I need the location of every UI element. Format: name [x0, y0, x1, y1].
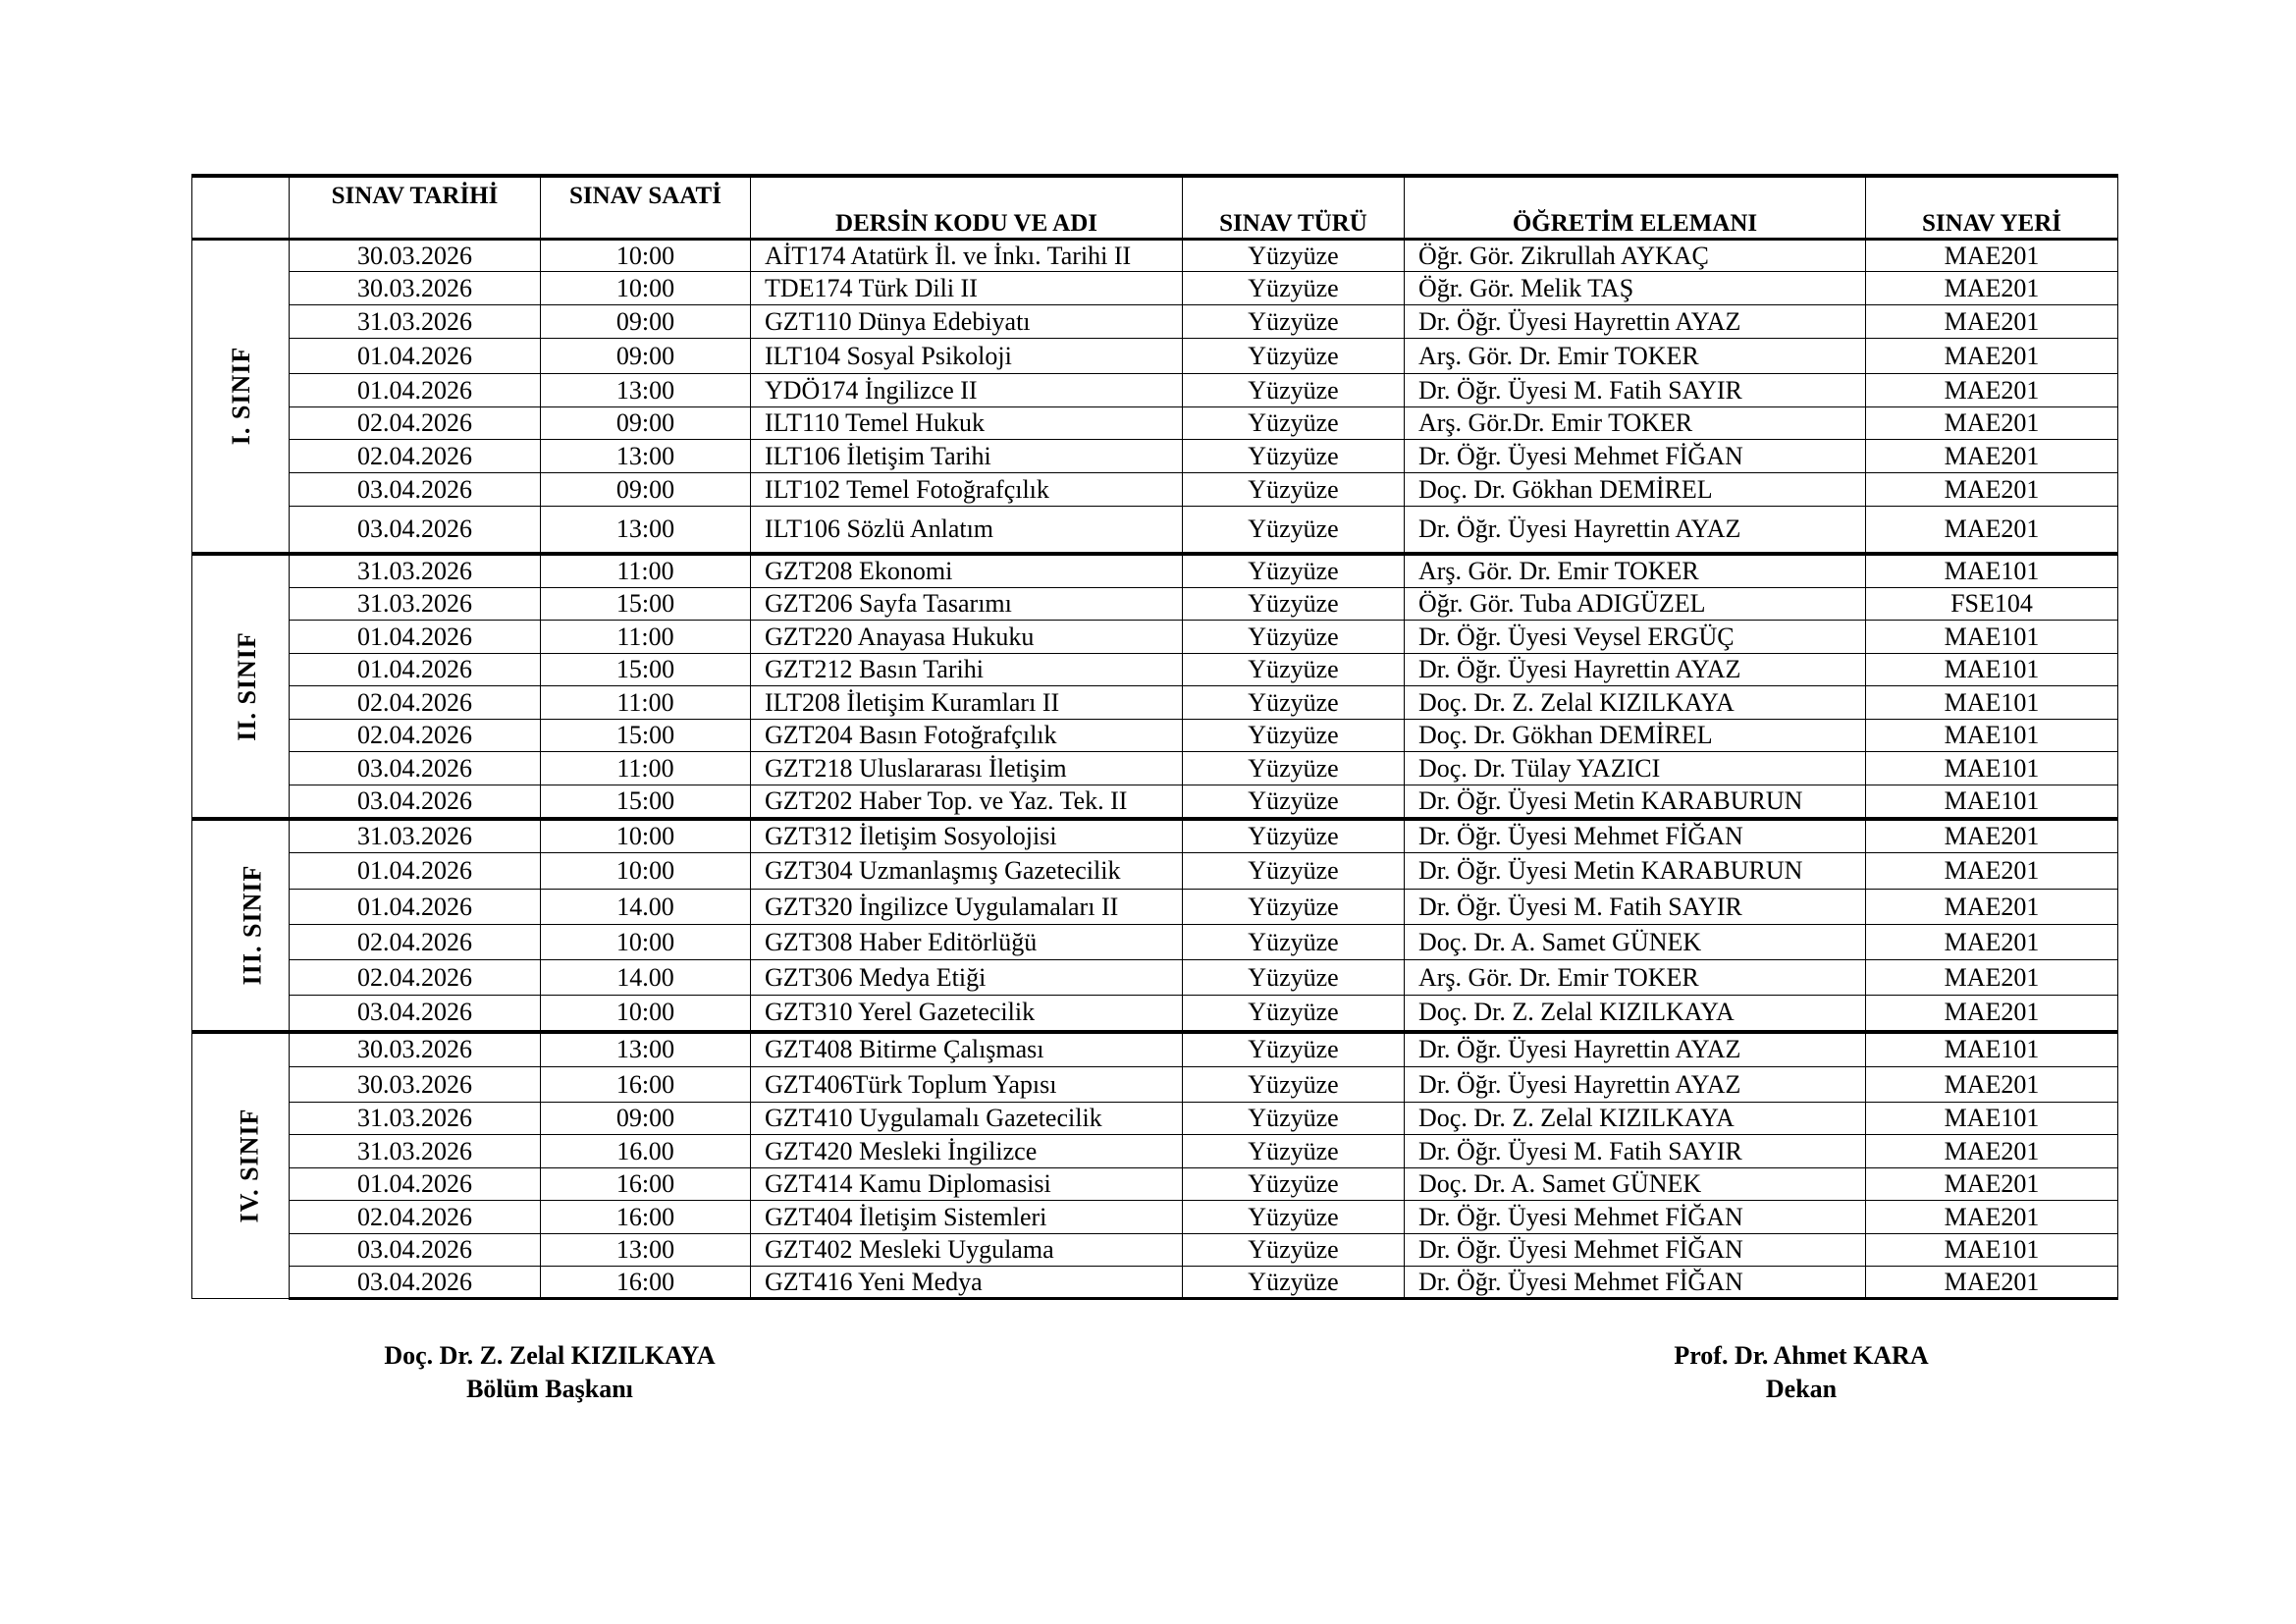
course-cell: ILT102 Temel Fotoğrafçılık: [751, 473, 1183, 507]
course-cell: AİT174 Atatürk İl. ve İnkı. Tarihi II: [751, 240, 1183, 272]
type-cell: Yüzyüze: [1183, 473, 1405, 507]
table-row: [192, 925, 2118, 960]
time-cell: 15:00: [541, 720, 751, 752]
course-cell: GZT206 Sayfa Tasarımı: [751, 588, 1183, 621]
lecturer-cell: Dr. Öğr. Üyesi Hayrettin AYAZ: [1405, 654, 1866, 686]
lecturer-cell: Dr. Öğr. Üyesi Mehmet FİĞAN: [1405, 1234, 1866, 1267]
type-cell: Yüzyüze: [1183, 960, 1405, 996]
table-row: [192, 240, 2118, 272]
time-cell: 13:00: [541, 507, 751, 554]
lecturer-cell: Arş. Gör. Dr. Emir TOKER: [1405, 339, 1866, 374]
type-cell: Yüzyüze: [1183, 305, 1405, 339]
signature-name: Doç. Dr. Z. Zelal KIZILKAYA: [384, 1341, 716, 1370]
course-cell: GZT312 İletişim Sosyolojisi: [751, 819, 1183, 853]
course-cell: YDÖ174 İngilizce II: [751, 374, 1183, 407]
room-cell: MAE201: [1866, 272, 2118, 305]
type-cell: Yüzyüze: [1183, 819, 1405, 853]
lecturer-cell: Dr. Öğr. Üyesi M. Fatih SAYIR: [1405, 1135, 1866, 1168]
room-cell: MAE101: [1866, 785, 2118, 819]
room-cell: MAE201: [1866, 853, 2118, 890]
table-row: [192, 890, 2118, 925]
course-cell: GZT416 Yeni Medya: [751, 1267, 1183, 1299]
room-cell: MAE201: [1866, 339, 2118, 374]
year-label-text: I. SINIF: [227, 347, 256, 446]
room-cell: MAE101: [1866, 1032, 2118, 1067]
type-cell: Yüzyüze: [1183, 853, 1405, 890]
time-cell: 13:00: [541, 1234, 751, 1267]
header-date: SINAV TARİHİ: [290, 176, 541, 240]
table-row: [192, 752, 2118, 785]
table-row: [192, 473, 2118, 507]
type-cell: Yüzyüze: [1183, 720, 1405, 752]
date-cell: 01.04.2026: [290, 654, 541, 686]
table-row: [192, 654, 2118, 686]
time-cell: 10:00: [541, 240, 751, 272]
table-row: [192, 686, 2118, 720]
room-cell: MAE201: [1866, 407, 2118, 440]
course-cell: GZT402 Mesleki Uygulama: [751, 1234, 1183, 1267]
date-cell: 31.03.2026: [290, 819, 541, 853]
room-cell: MAE201: [1866, 819, 2118, 853]
course-cell: GZT204 Basın Fotoğrafçılık: [751, 720, 1183, 752]
date-cell: 03.04.2026: [290, 785, 541, 819]
course-cell: GZT420 Mesleki İngilizce: [751, 1135, 1183, 1168]
date-cell: 02.04.2026: [290, 1201, 541, 1234]
room-cell: MAE201: [1866, 440, 2118, 473]
type-cell: Yüzyüze: [1183, 654, 1405, 686]
type-cell: Yüzyüze: [1183, 1201, 1405, 1234]
date-cell: 02.04.2026: [290, 440, 541, 473]
date-cell: 31.03.2026: [290, 554, 541, 588]
year-group-label: [192, 819, 290, 1032]
table-row: [192, 785, 2118, 819]
type-cell: Yüzyüze: [1183, 407, 1405, 440]
room-cell: MAE101: [1866, 1234, 2118, 1267]
header-time: SINAV SAATİ: [541, 176, 751, 240]
table-row: [192, 507, 2118, 554]
room-cell: MAE101: [1866, 621, 2118, 654]
header-lecturer: ÖĞRETİM ELEMANI: [1405, 176, 1866, 240]
course-cell: GZT220 Anayasa Hukuku: [751, 621, 1183, 654]
time-cell: 11:00: [541, 686, 751, 720]
lecturer-cell: Arş. Gör.Dr. Emir TOKER: [1405, 407, 1866, 440]
table-row: [192, 440, 2118, 473]
lecturer-cell: Dr. Öğr. Üyesi Hayrettin AYAZ: [1405, 1032, 1866, 1067]
time-cell: 10:00: [541, 853, 751, 890]
date-cell: 31.03.2026: [290, 588, 541, 621]
type-cell: Yüzyüze: [1183, 374, 1405, 407]
signature-dean: [1605, 1339, 1998, 1406]
course-cell: GZT406Türk Toplum Yapısı: [751, 1067, 1183, 1103]
lecturer-cell: Dr. Öğr. Üyesi Mehmet FİĞAN: [1405, 1201, 1866, 1234]
signature-name: Prof. Dr. Ahmet KARA: [1674, 1341, 1929, 1370]
time-cell: 16:00: [541, 1168, 751, 1201]
room-cell: MAE201: [1866, 1267, 2118, 1299]
time-cell: 10:00: [541, 819, 751, 853]
table-row: [192, 1267, 2118, 1299]
lecturer-cell: Doç. Dr. A. Samet GÜNEK: [1405, 925, 1866, 960]
table-row: [192, 407, 2118, 440]
lecturer-cell: Doç. Dr. Gökhan DEMİREL: [1405, 720, 1866, 752]
course-cell: TDE174 Türk Dili II: [751, 272, 1183, 305]
room-cell: MAE201: [1866, 374, 2118, 407]
time-cell: 16:00: [541, 1201, 751, 1234]
exam-schedule-table: [191, 174, 2118, 1300]
room-cell: MAE201: [1866, 890, 2118, 925]
type-cell: Yüzyüze: [1183, 752, 1405, 785]
year-group-label: [192, 554, 290, 819]
type-cell: Yüzyüze: [1183, 507, 1405, 554]
date-cell: 31.03.2026: [290, 305, 541, 339]
time-cell: 13:00: [541, 440, 751, 473]
date-cell: 31.03.2026: [290, 1135, 541, 1168]
date-cell: 30.03.2026: [290, 1067, 541, 1103]
type-cell: Yüzyüze: [1183, 686, 1405, 720]
date-cell: 03.04.2026: [290, 1267, 541, 1299]
room-cell: MAE101: [1866, 654, 2118, 686]
table-row: [192, 554, 2118, 588]
header-room: SINAV YERİ: [1866, 176, 2118, 240]
time-cell: 10:00: [541, 996, 751, 1032]
room-cell: MAE201: [1866, 1201, 2118, 1234]
date-cell: 02.04.2026: [290, 686, 541, 720]
lecturer-cell: Doç. Dr. Tülay YAZICI: [1405, 752, 1866, 785]
course-cell: GZT202 Haber Top. ve Yaz. Tek. II: [751, 785, 1183, 819]
time-cell: 09:00: [541, 305, 751, 339]
time-cell: 14.00: [541, 890, 751, 925]
lecturer-cell: Dr. Öğr. Üyesi Hayrettin AYAZ: [1405, 1067, 1866, 1103]
type-cell: Yüzyüze: [1183, 588, 1405, 621]
room-cell: MAE201: [1866, 1168, 2118, 1201]
date-cell: 01.04.2026: [290, 339, 541, 374]
room-cell: MAE101: [1866, 720, 2118, 752]
course-cell: GZT404 İletişim Sistemleri: [751, 1201, 1183, 1234]
room-cell: MAE101: [1866, 1103, 2118, 1135]
date-cell: 02.04.2026: [290, 960, 541, 996]
course-cell: GZT218 Uluslararası İletişim: [751, 752, 1183, 785]
date-cell: 30.03.2026: [290, 240, 541, 272]
time-cell: 11:00: [541, 752, 751, 785]
date-cell: 02.04.2026: [290, 925, 541, 960]
date-cell: 02.04.2026: [290, 720, 541, 752]
room-cell: MAE201: [1866, 1067, 2118, 1103]
date-cell: 30.03.2026: [290, 1032, 541, 1067]
table-row: [192, 272, 2118, 305]
time-cell: 09:00: [541, 407, 751, 440]
date-cell: 30.03.2026: [290, 272, 541, 305]
time-cell: 13:00: [541, 1032, 751, 1067]
date-cell: 03.04.2026: [290, 507, 541, 554]
date-cell: 01.04.2026: [290, 621, 541, 654]
course-cell: GZT110 Dünya Edebiyatı: [751, 305, 1183, 339]
course-cell: GZT320 İngilizce Uygulamaları II: [751, 890, 1183, 925]
lecturer-cell: Dr. Öğr. Üyesi Metin KARABURUN: [1405, 853, 1866, 890]
date-cell: 03.04.2026: [290, 752, 541, 785]
course-cell: GZT410 Uygulamalı Gazetecilik: [751, 1103, 1183, 1135]
header-blank: [192, 176, 290, 240]
lecturer-cell: Dr. Öğr. Üyesi Hayrettin AYAZ: [1405, 507, 1866, 554]
time-cell: 14.00: [541, 960, 751, 996]
year-label-text: IV. SINIF: [235, 1108, 264, 1223]
date-cell: 01.04.2026: [290, 853, 541, 890]
date-cell: 03.04.2026: [290, 996, 541, 1032]
date-cell: 03.04.2026: [290, 473, 541, 507]
type-cell: Yüzyüze: [1183, 996, 1405, 1032]
table-row: [192, 720, 2118, 752]
date-cell: 01.04.2026: [290, 890, 541, 925]
table-row: [192, 853, 2118, 890]
table-header-row: [192, 176, 2118, 240]
lecturer-cell: Dr. Öğr. Üyesi Veysel ERGÜÇ: [1405, 621, 1866, 654]
time-cell: 15:00: [541, 588, 751, 621]
lecturer-cell: Dr. Öğr. Üyesi Metin KARABURUN: [1405, 785, 1866, 819]
course-cell: GZT308 Haber Editörlüğü: [751, 925, 1183, 960]
type-cell: Yüzyüze: [1183, 272, 1405, 305]
table-row: [192, 588, 2118, 621]
type-cell: Yüzyüze: [1183, 1135, 1405, 1168]
time-cell: 16:00: [541, 1067, 751, 1103]
room-cell: MAE201: [1866, 925, 2118, 960]
room-cell: MAE201: [1866, 473, 2118, 507]
type-cell: Yüzyüze: [1183, 1267, 1405, 1299]
signature-title: Bölüm Başkanı: [466, 1375, 633, 1403]
lecturer-cell: Öğr. Gör. Tuba ADIGÜZEL: [1405, 588, 1866, 621]
type-cell: Yüzyüze: [1183, 785, 1405, 819]
course-cell: GZT414 Kamu Diplomasisi: [751, 1168, 1183, 1201]
date-cell: 31.03.2026: [290, 1103, 541, 1135]
type-cell: Yüzyüze: [1183, 1067, 1405, 1103]
table-row: [192, 960, 2118, 996]
lecturer-cell: Doç. Dr. Z. Zelal KIZILKAYA: [1405, 686, 1866, 720]
table-row: [192, 1135, 2118, 1168]
room-cell: MAE101: [1866, 554, 2118, 588]
table-row: [192, 819, 2118, 853]
time-cell: 09:00: [541, 473, 751, 507]
type-cell: Yüzyüze: [1183, 925, 1405, 960]
course-cell: ILT106 İletişim Tarihi: [751, 440, 1183, 473]
time-cell: 10:00: [541, 925, 751, 960]
room-cell: MAE201: [1866, 996, 2118, 1032]
course-cell: GZT304 Uzmanlaşmış Gazetecilik: [751, 853, 1183, 890]
date-cell: 01.04.2026: [290, 374, 541, 407]
signature-title: Dekan: [1765, 1375, 1838, 1403]
table-row: [192, 1201, 2118, 1234]
schedule-body: [192, 240, 2118, 1299]
table-row: [192, 1103, 2118, 1135]
lecturer-cell: Dr. Öğr. Üyesi Hayrettin AYAZ: [1405, 305, 1866, 339]
room-cell: MAE201: [1866, 240, 2118, 272]
table-row: [192, 374, 2118, 407]
date-cell: 01.04.2026: [290, 1168, 541, 1201]
table-row: [192, 996, 2118, 1032]
room-cell: MAE201: [1866, 305, 2118, 339]
lecturer-cell: Dr. Öğr. Üyesi Mehmet FİĞAN: [1405, 440, 1866, 473]
table-row: [192, 621, 2118, 654]
table-row: [192, 305, 2118, 339]
lecturer-cell: Doç. Dr. Z. Zelal KIZILKAYA: [1405, 996, 1866, 1032]
table-row: [192, 1234, 2118, 1267]
lecturer-cell: Dr. Öğr. Üyesi M. Fatih SAYIR: [1405, 890, 1866, 925]
year-label-text: III. SINIF: [238, 864, 267, 986]
room-cell: MAE201: [1866, 1135, 2118, 1168]
course-cell: GZT408 Bitirme Çalışması: [751, 1032, 1183, 1067]
type-cell: Yüzyüze: [1183, 1032, 1405, 1067]
type-cell: Yüzyüze: [1183, 621, 1405, 654]
lecturer-cell: Doç. Dr. A. Samet GÜNEK: [1405, 1168, 1866, 1201]
lecturer-cell: Dr. Öğr. Üyesi M. Fatih SAYIR: [1405, 374, 1866, 407]
header-type: SINAV TÜRÜ: [1183, 176, 1405, 240]
room-cell: MAE101: [1866, 686, 2118, 720]
type-cell: Yüzyüze: [1183, 1168, 1405, 1201]
type-cell: Yüzyüze: [1183, 240, 1405, 272]
header-course: DERSİN KODU VE ADI: [751, 176, 1183, 240]
course-cell: GZT212 Basın Tarihi: [751, 654, 1183, 686]
year-label-text: II. SINIF: [232, 630, 261, 741]
room-cell: MAE201: [1866, 960, 2118, 996]
year-group-label: [192, 1032, 290, 1299]
year-group-label: [192, 240, 290, 554]
course-cell: GZT310 Yerel Gazetecilik: [751, 996, 1183, 1032]
room-cell: FSE104: [1866, 588, 2118, 621]
type-cell: Yüzyüze: [1183, 890, 1405, 925]
course-cell: GZT208 Ekonomi: [751, 554, 1183, 588]
course-cell: ILT208 İletişim Kuramları II: [751, 686, 1183, 720]
type-cell: Yüzyüze: [1183, 1103, 1405, 1135]
course-cell: ILT110 Temel Hukuk: [751, 407, 1183, 440]
date-cell: 02.04.2026: [290, 407, 541, 440]
lecturer-cell: Öğr. Gör. Zikrullah AYKAÇ: [1405, 240, 1866, 272]
type-cell: Yüzyüze: [1183, 440, 1405, 473]
signature-department-head: [353, 1339, 746, 1406]
lecturer-cell: Arş. Gör. Dr. Emir TOKER: [1405, 960, 1866, 996]
table-row: [192, 339, 2118, 374]
time-cell: 16.00: [541, 1135, 751, 1168]
date-cell: 03.04.2026: [290, 1234, 541, 1267]
type-cell: Yüzyüze: [1183, 554, 1405, 588]
room-cell: MAE201: [1866, 507, 2118, 554]
time-cell: 11:00: [541, 621, 751, 654]
time-cell: 13:00: [541, 374, 751, 407]
room-cell: MAE101: [1866, 752, 2118, 785]
time-cell: 15:00: [541, 785, 751, 819]
lecturer-cell: Dr. Öğr. Üyesi Mehmet FİĞAN: [1405, 1267, 1866, 1299]
lecturer-cell: Doç. Dr. Gökhan DEMİREL: [1405, 473, 1866, 507]
table-row: [192, 1067, 2118, 1103]
course-cell: ILT106 Sözlü Anlatım: [751, 507, 1183, 554]
table-row: [192, 1168, 2118, 1201]
time-cell: 09:00: [541, 339, 751, 374]
time-cell: 16:00: [541, 1267, 751, 1299]
time-cell: 09:00: [541, 1103, 751, 1135]
type-cell: Yüzyüze: [1183, 1234, 1405, 1267]
time-cell: 15:00: [541, 654, 751, 686]
lecturer-cell: Doç. Dr. Z. Zelal KIZILKAYA: [1405, 1103, 1866, 1135]
course-cell: GZT306 Medya Etiği: [751, 960, 1183, 996]
table-row: [192, 1032, 2118, 1067]
time-cell: 10:00: [541, 272, 751, 305]
lecturer-cell: Arş. Gör. Dr. Emir TOKER: [1405, 554, 1866, 588]
lecturer-cell: Dr. Öğr. Üyesi Mehmet FİĞAN: [1405, 819, 1866, 853]
time-cell: 11:00: [541, 554, 751, 588]
lecturer-cell: Öğr. Gör. Melik TAŞ: [1405, 272, 1866, 305]
type-cell: Yüzyüze: [1183, 339, 1405, 374]
course-cell: ILT104 Sosyal Psikoloji: [751, 339, 1183, 374]
